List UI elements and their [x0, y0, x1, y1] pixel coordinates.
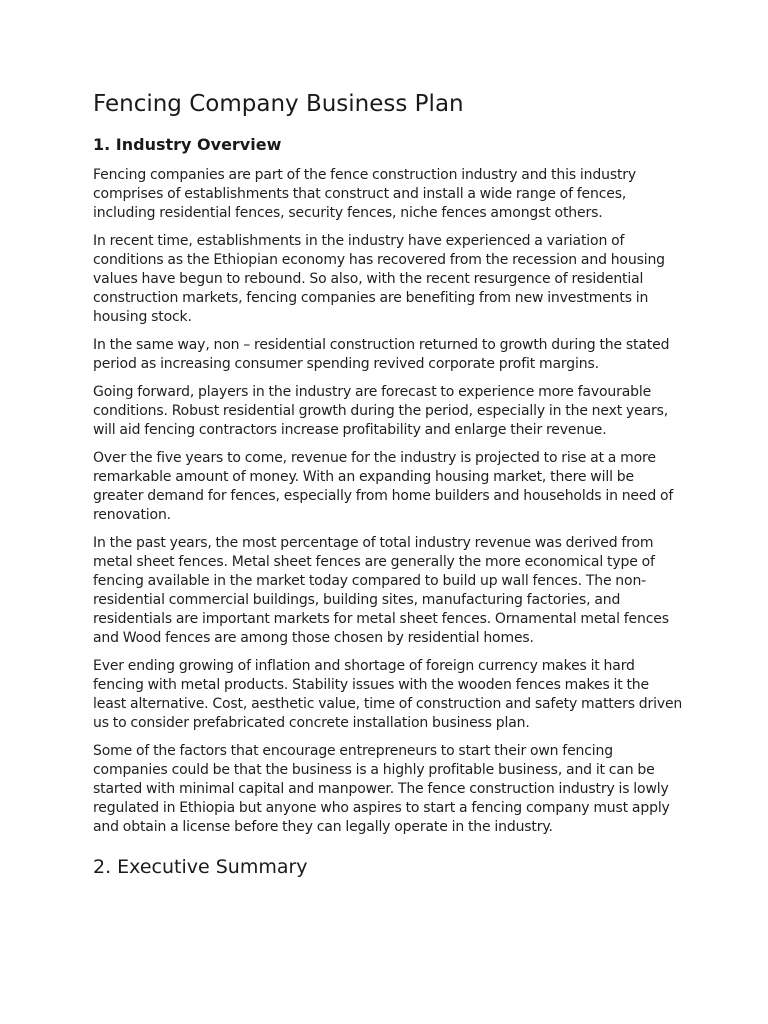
paragraph: Fencing companies are part of the fence construction industry and this industry comprises of establishments that construct and install a wide range of fences, including residential fences, security fences, niche fences amongst others.	[93, 167, 637, 221]
paragraph: Some of the factors that encourage entrepreneurs to start their own fencing companies could be that the business is a highly profitable business, and it can be started with minimal capital and manpower. The fence construction industry is lowly regulated in Ethiopia but anyone who aspires to start a fencing company must apply and obtain a license before they can legally operate in the industry.	[93, 743, 670, 835]
paragraph: In recent time, establishments in the industry have experienced a variation of conditions as the Ethiopian economy has recovered from the recession and housing values have begun to rebound. So also, with the recent resurgence of residential construction markets, fencing companies are benefiting from new investments in housing stock.	[93, 233, 665, 325]
paragraph: Ever ending growing of inflation and shortage of foreign currency makes it hard fencing with metal products. Stability issues with the wooden fences makes it the least alternative. Cost, aesthetic value, time of construction and safety matters driven us to consider prefabricated concrete installation business plan.	[93, 658, 683, 731]
paragraph: In the same way, non – residential construction returned to growth during the stated period as increasing consumer spending revived corporate profit margins.	[93, 337, 670, 372]
paragraph: Over the five years to come, revenue for the industry is projected to rise at a more remarkable amount of money. With an expanding housing market, there will be greater demand for fences, especially from home builders and households in need of renovation.	[93, 450, 674, 523]
document-page	[93, 88, 683, 880]
paragraph: In the past years, the most percentage of total industry revenue was derived from metal sheet fences. Metal sheet fences are generally the more economical type of fencing available in the market today compared to build up wall fences. The non-residential commercial buildings, building sites, manufacturing factories, and residentials are important markets for metal sheet fences. Ornamental metal fences and Wood fences are among those chosen by residential homes.	[93, 535, 669, 646]
section-heading-executive-summary: 2. Executive Summary	[93, 856, 308, 878]
section-heading-industry-overview: 1. Industry Overview	[93, 135, 282, 154]
document-title: Fencing Company Business Plan	[93, 91, 464, 117]
paragraph: Going forward, players in the industry are forecast to experience more favourable conditions. Robust residential growth during the period, especially in the next years, will aid fencing contractors increase profitability and enlarge their revenue.	[93, 384, 669, 438]
